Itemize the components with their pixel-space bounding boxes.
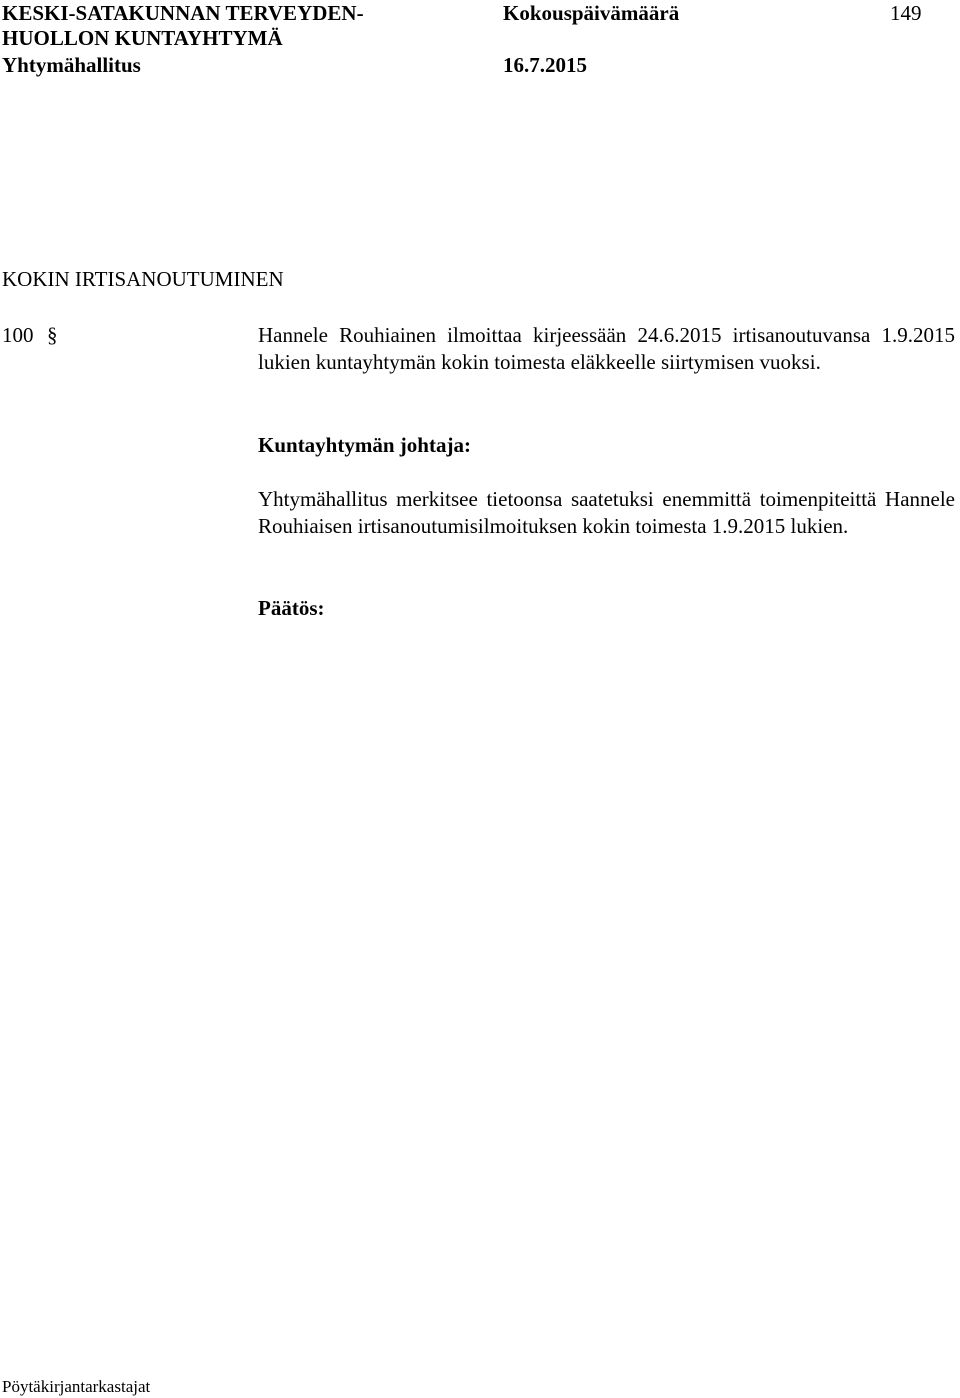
minutes-examiners-label: Pöytäkirjantarkastajat	[2, 1377, 151, 1396]
section-symbol-icon: §	[47, 323, 58, 347]
meeting-date-label: Kokouspäivämäärä	[503, 1, 680, 25]
page-number: 149	[890, 1, 922, 25]
decision-heading: Päätös:	[258, 596, 325, 620]
organization-name-line2: HUOLLON KUNTAYHTYMÄ	[2, 26, 283, 50]
case-description-paragraph: Hannele Rouhiainen ilmoittaa kirjeessään 24.6.2015 irtisanoutuvansa 1.9.2015 lukien kuntayhtymän kokin toimesta eläkkeelle siirtymisen vuoksi.	[258, 323, 955, 374]
meeting-date: 16.7.2015	[503, 53, 587, 77]
item-number: 100	[2, 323, 34, 347]
director-proposal-heading: Kuntayhtymän johtaja:	[258, 433, 471, 457]
organization-name-line1: KESKI-SATAKUNNAN TERVEYDEN-	[2, 1, 364, 25]
section-title: KOKIN IRTISANOUTUMINEN	[2, 267, 284, 291]
governing-body-name: Yhtymähallitus	[2, 53, 141, 77]
proposal-paragraph: Yhtymähallitus merkitsee tietoonsa saatetuksi enemmittä toimenpiteittä Hannele Rouhiaisen irtisanoutumisilmoituksen kokin toimesta 1.9.2015 lukien.	[258, 487, 955, 538]
